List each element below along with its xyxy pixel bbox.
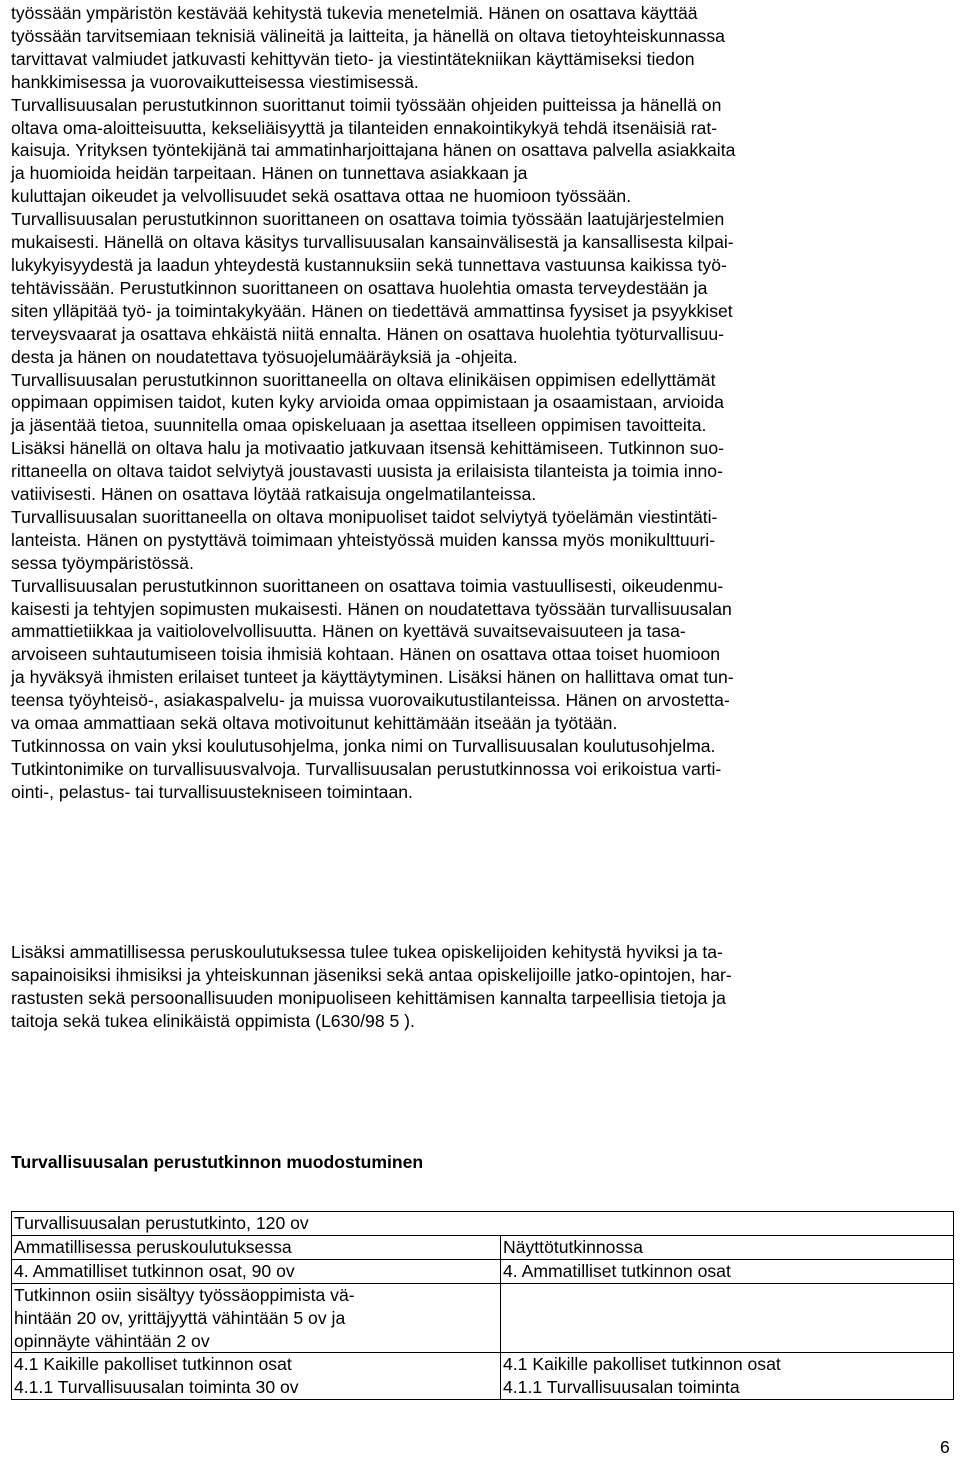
text-line: rastusten sekä persoonallisuuden monipuoliseen kehittämisen kannalta tarpeellisia tietoja ja: [11, 987, 726, 1008]
table-row: [12, 1283, 954, 1353]
text-line: Turvallisuusalan perustutkinnon suorittaneella on oltava elinikäisen oppimisen edellyttämät: [11, 369, 716, 390]
text-line: teensa työyhteisö-, asiakaspalvelu- ja muissa vuorovaikutustilanteissa. Hänen on arvostetta-: [11, 690, 730, 711]
table-title-cell: Turvallisuusalan perustutkinto, 120 ov: [12, 1212, 954, 1236]
text-line: Tutkinnossa on vain yksi koulutusohjelma, jonka nimi on Turvallisuusalan koulutusohjelma.: [11, 736, 716, 756]
table-cell: [12, 1353, 501, 1400]
degree-structure-table: [11, 1211, 954, 1400]
text-line: ja hyväksyä ihmisten erilaiset tunteet ja käyttäytyminen. Lisäksi hänen on hallittava omat tun-: [11, 667, 734, 688]
cell-line: hintään 20 ov, yrittäjyyttä vähintään 5 ov ja: [14, 1307, 346, 1328]
text-line: oppimaan oppimisen taidot, kuten kyky arvioida omaa oppimistaan ja osaamistaan, arvioida: [11, 392, 724, 413]
text-line: Turvallisuusalan perustutkinnon suorittanut toimii työssään ohjeiden puitteissa ja hänellä on: [11, 94, 722, 115]
page-number: 6: [940, 1437, 950, 1457]
text-line: tehtävissään. Perustutkinnon suorittaneen on osattava huolehtia omasta terveydestään ja: [11, 277, 708, 298]
cell-line: 4.1.1 Turvallisuusalan toiminta: [503, 1377, 740, 1398]
table-cell: 4. Ammatilliset tutkinnon osat: [501, 1259, 954, 1283]
cell-line: Tutkinnon osiin sisältyy työssäoppimista vä-: [14, 1284, 355, 1305]
text-line: kaisuja. Yrityksen työntekijänä tai ammatinharjoittajana hänen on osattava palvella asiakkaita: [11, 140, 736, 161]
table-row: [12, 1353, 954, 1400]
text-line: va omaa ammattiaan sekä oltava motivoitunut kehittämään itseään ja työtään.: [11, 713, 618, 734]
text-line: kuluttajan oikeudet ja velvollisuudet sekä osattava ottaa ne huomioon työssään.: [11, 186, 632, 207]
text-line: Tutkintonimike on turvallisuusvalvoja. Turvallisuusalan perustutkinnossa voi erikoistua varti-: [11, 758, 722, 779]
cell-line: 4.1 Kaikille pakolliset tutkinnon osat: [14, 1354, 292, 1375]
text-line: Turvallisuusalan suorittaneella on oltava monipuoliset taidot selviytyä työelämän viestintäti-: [11, 506, 718, 527]
table-cell: [501, 1353, 954, 1400]
text-line: Lisäksi hänellä on oltava halu ja motivaatio jatkuvaan itsensä kehittämiseen. Tutkinnon suo-: [11, 438, 724, 459]
text-line: siten ylläpitää työ- ja toimintakykyään. Hänen on tiedettävä ammattinsa fyysiset ja psyykkiset: [11, 300, 733, 321]
text-line: lukykyisyydestä ja laadun yhteydestä kustannuksiin sekä tunnettava vastuunsa kaikissa työ-: [11, 254, 727, 275]
text-line: tarvittavat valmiudet jatkuvasti kehittyvän tieto- ja viestintätekniikan käyttämiseksi tiedon: [11, 48, 695, 69]
table-row: [12, 1259, 954, 1283]
table-cell: 4. Ammatilliset tutkinnon osat, 90 ov: [12, 1259, 501, 1283]
column-header-competence: Näyttötutkinnossa: [501, 1235, 954, 1259]
text-line: vatiivisesti. Hänen on osattava löytää ratkaisuja ongelmatilanteissa.: [11, 484, 537, 505]
cell-line: opinnäyte vähintään 2 ov: [14, 1330, 210, 1351]
body-paragraph-2: [11, 941, 732, 1033]
text-line: työssään tarvitsemiaan teknisiä välineitä ja laitteita, ja hänellä on oltava tietoyhteiskunnassa: [11, 25, 725, 46]
table-cell: [12, 1283, 501, 1353]
cell-line: 4.1 Kaikille pakolliset tutkinnon osat: [503, 1354, 781, 1375]
text-line: ammattietiikkaa ja vaitiolovelvollisuutta. Hänen on kyettävä suvaitsevaisuuteen ja tasa-: [11, 621, 686, 642]
text-line: työssään ympäristön kestävää kehitystä tukevia menetelmiä. Hänen on osattava käyttää: [11, 3, 698, 23]
section-heading: Turvallisuusalan perustutkinnon muodostuminen: [11, 1152, 424, 1172]
text-line: taitoja sekä tukea elinikäistä oppimista (L630/98 5 ).: [11, 1010, 415, 1031]
text-line: Lisäksi ammatillisessa peruskoulutuksessa tulee tukea opiskelijoiden kehitystä hyviksi ja ta-: [11, 942, 723, 962]
table-row: [12, 1212, 954, 1236]
body-paragraph-1: [11, 2, 735, 804]
column-header-vocational: Ammatillisessa peruskoulutuksessa: [12, 1235, 501, 1259]
text-line: kaisesti ja tehtyjen sopimusten mukaisesti. Hänen on noudatettava työssään turvallisuusalan: [11, 598, 732, 619]
table-row: [12, 1235, 954, 1259]
text-line: ja jäsentää tietoa, suunnitella omaa opiskeluaan ja asettaa itselleen oppimisen tavoitteita.: [11, 415, 707, 436]
text-line: Turvallisuusalan perustutkinnon suorittaneen on osattava toimia vastuullisesti, oikeudenmu-: [11, 575, 724, 596]
text-line: lanteista. Hänen on pystyttävä toimimaan yhteistyössä muiden kanssa myös monikulttuuri-: [11, 529, 716, 550]
text-line: arvoiseen suhtautumiseen toisia ihmisiä kohtaan. Hänen on osattava ottaa toiset huomioon: [11, 644, 721, 665]
text-line: desta ja hänen on noudatettava työsuojelumääräyksiä ja -ohjeita.: [11, 346, 518, 367]
cell-line: 4.1.1 Turvallisuusalan toiminta 30 ov: [14, 1377, 299, 1398]
text-line: ointi-, pelastus- tai turvallisuustekniseen toimintaan.: [11, 781, 413, 802]
text-line: hankkimisessa ja vuorovaikutteisessa viestimisessä.: [11, 71, 419, 92]
text-line: Turvallisuusalan perustutkinnon suorittaneen on osattava toimia työssään laatujärjestelmien: [11, 209, 725, 230]
table-cell-empty: [501, 1283, 954, 1353]
text-line: rittaneella on oltava taidot selviytyä joustavasti uusista ja erilaisista tilanteista ja toimia inno-: [11, 461, 723, 482]
text-line: ja huomioida heidän tarpeitaan. Hänen on tunnettava asiakkaan ja: [11, 163, 528, 184]
text-line: terveysvaarat ja osattava ehkäistä niitä ennalta. Hänen on osattava huolehtia työturvallisuu-: [11, 323, 724, 344]
text-line: oltava oma-aloitteisuutta, kekseliäisyyttä ja tilanteiden ennakointikykyä tehdä itsenäisiä rat-: [11, 117, 718, 138]
text-line: sapainoisiksi ihmisiksi ja yhteiskunnan jäseniksi sekä antaa opiskelijoille jatko-opintojen, har-: [11, 964, 732, 985]
text-line: mukaisesti. Hänellä on oltava käsitys turvallisuusalan kansainvälisestä ja kansallisesta kilpai-: [11, 232, 734, 253]
text-line: sessa työympäristössä.: [11, 552, 194, 573]
